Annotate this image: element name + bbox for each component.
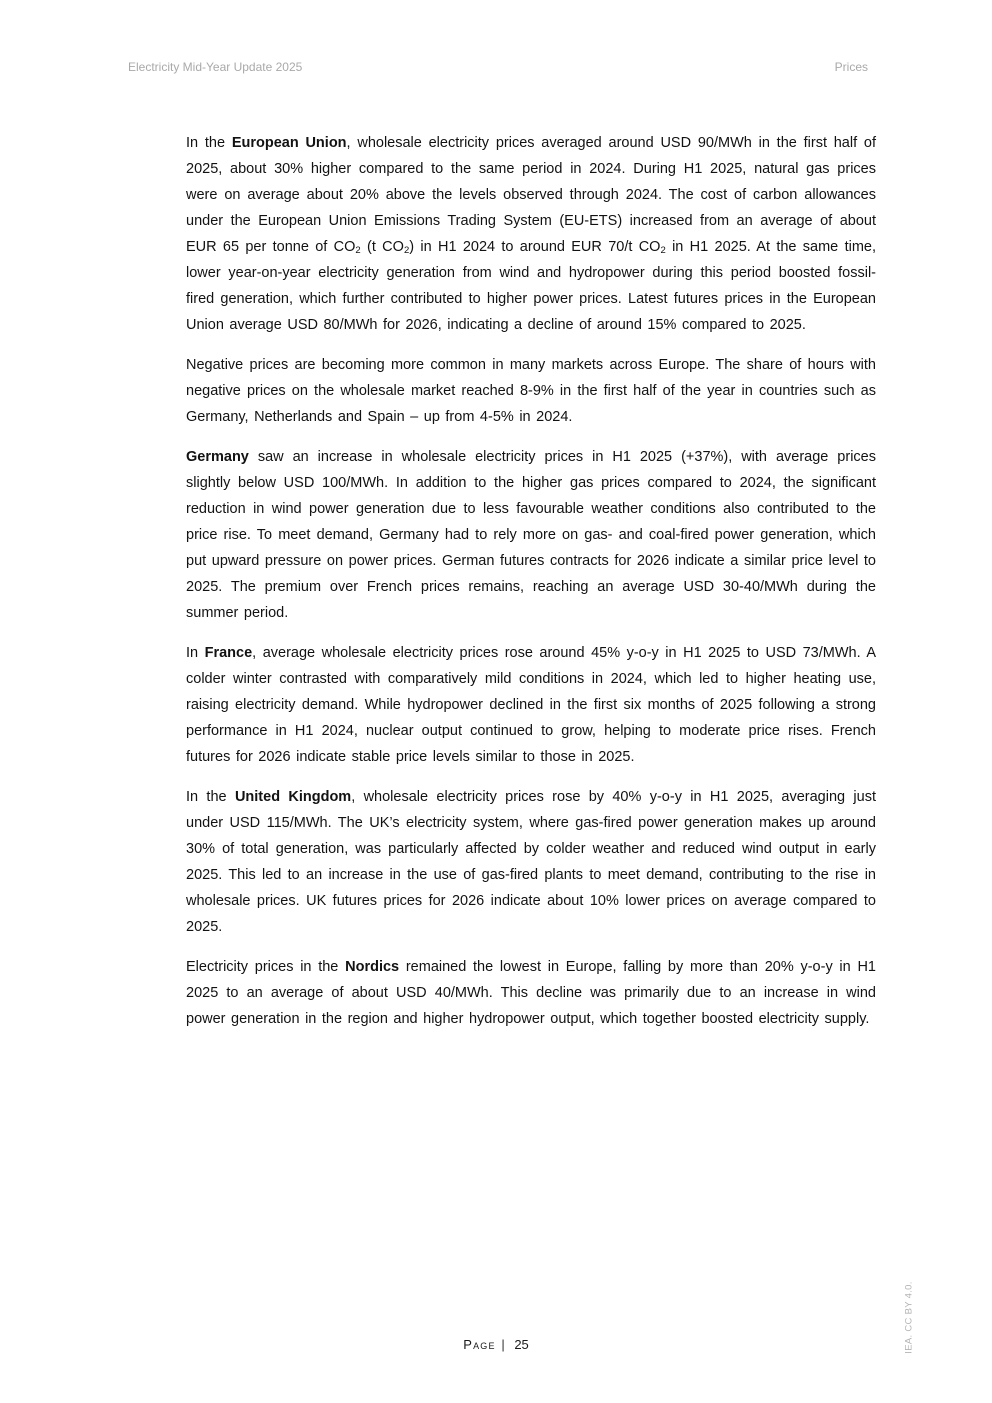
footer-page-label: Page (463, 1337, 496, 1352)
paragraph (186, 640, 876, 770)
paragraph (186, 784, 876, 940)
bold-term: Germany (186, 449, 249, 465)
text-segment: , average wholesale electricity prices rose around 45% y-o-y in H1 2025 to USD 73/MWh. A colder winter contrasted with comparatively mild conditions in 2024, which led to higher heating use, raising electricity demand. While hydropower declined in the first six months of 2025 following a strong performance in H1 2024, nuclear output continued to grow, helping to moderate price rises. French futures for 2026 indicate stable price levels similar to those in 2025. (186, 645, 876, 765)
text-segment: Negative prices are becoming more common in many markets across Europe. The share of hours with negative prices on the wholesale market reached 8-9% in the first half of the year in countries such as Germany, Netherlands and Spain – up from 4-5% in 2024. (186, 357, 876, 425)
subscript-text: 2 (355, 245, 361, 256)
page-footer (0, 1337, 992, 1352)
paragraph (186, 352, 876, 430)
text-segment: saw an increase in wholesale electricity prices in H1 2025 (+37%), with average prices slightly below USD 100/MWh. In addition to the higher gas prices compared to 2024, the significant reduction in wind power generation due to less favourable weather conditions also contributed to the price rise. To meet demand, Germany had to rely more on gas- and coal-fired power generation, which put upward pressure on power prices. German futures contracts for 2026 indicate a similar price level to 2025. The premium over French prices remains, reaching an average USD 30-40/MWh during the summer period. (186, 449, 876, 621)
footer-page-number: 25 (514, 1337, 529, 1352)
page-header (128, 60, 868, 74)
paragraph (186, 130, 876, 338)
text-segment: In the (186, 789, 235, 805)
text-segment: (t CO (360, 239, 404, 255)
subscript-text: 2 (660, 245, 666, 256)
text-segment: in H1 2025. At the same time, lower year-on-year electricity generation from wind and hydropower during this period boosted fossil-fired generation, which further contributed to higher power prices. Latest futures prices in the European Union average USD 80/MWh for 2026, indicating a decline of around 15% compared to 2025. (186, 239, 876, 333)
license-attribution: IEA. CC BY 4.0. (903, 1281, 915, 1354)
bold-term: European Union (231, 135, 347, 151)
body-text (186, 130, 876, 1046)
text-segment: , wholesale electricity prices averaged around USD 90/MWh in the first half of 2025, about 30% higher compared to the same period in 2024. During H1 2025, natural gas prices were on average about 20% above the levels observed through 2024. The cost of carbon allowances under the European Union Emissions Trading System (EU-ETS) increased from an average of about EUR 65 per tonne of CO (186, 135, 876, 255)
text-segment: In (186, 645, 205, 661)
bold-term: France (204, 645, 253, 661)
text-segment: , wholesale electricity prices rose by 40% y-o-y in H1 2025, averaging just under USD 115/MWh. The UK’s electricity system, where gas-fired power generation makes up around 30% of total generation, was particularly affected by colder weather and reduced wind output in early 2025. This led to an increase in the use of gas-fired plants to meet demand, contributing to the rise in wholesale prices. UK futures prices for 2026 indicate about 10% lower prices on average compared to 2025. (186, 789, 876, 935)
subscript-text: 2 (403, 245, 410, 256)
text-segment: remained the lowest in Europe, falling by more than 20% y-o-y in H1 2025 to an average of about USD 40/MWh. This decline was primarily due to an increase in wind power generation in the region and higher hydropower output, which together boosted electricity supply. (186, 959, 876, 1027)
text-segment: Electricity prices in the (186, 959, 346, 975)
text-segment: ) in H1 2024 to around EUR 70/t CO (409, 239, 661, 255)
header-section-label: Prices (834, 60, 868, 74)
bold-term: United Kingdom (234, 789, 352, 805)
paragraph (186, 444, 876, 626)
footer-separator: | (501, 1337, 505, 1352)
header-document-title: Electricity Mid-Year Update 2025 (128, 60, 303, 74)
text-segment: In the (186, 135, 232, 151)
paragraph (186, 954, 876, 1032)
bold-term: Nordics (345, 959, 400, 975)
